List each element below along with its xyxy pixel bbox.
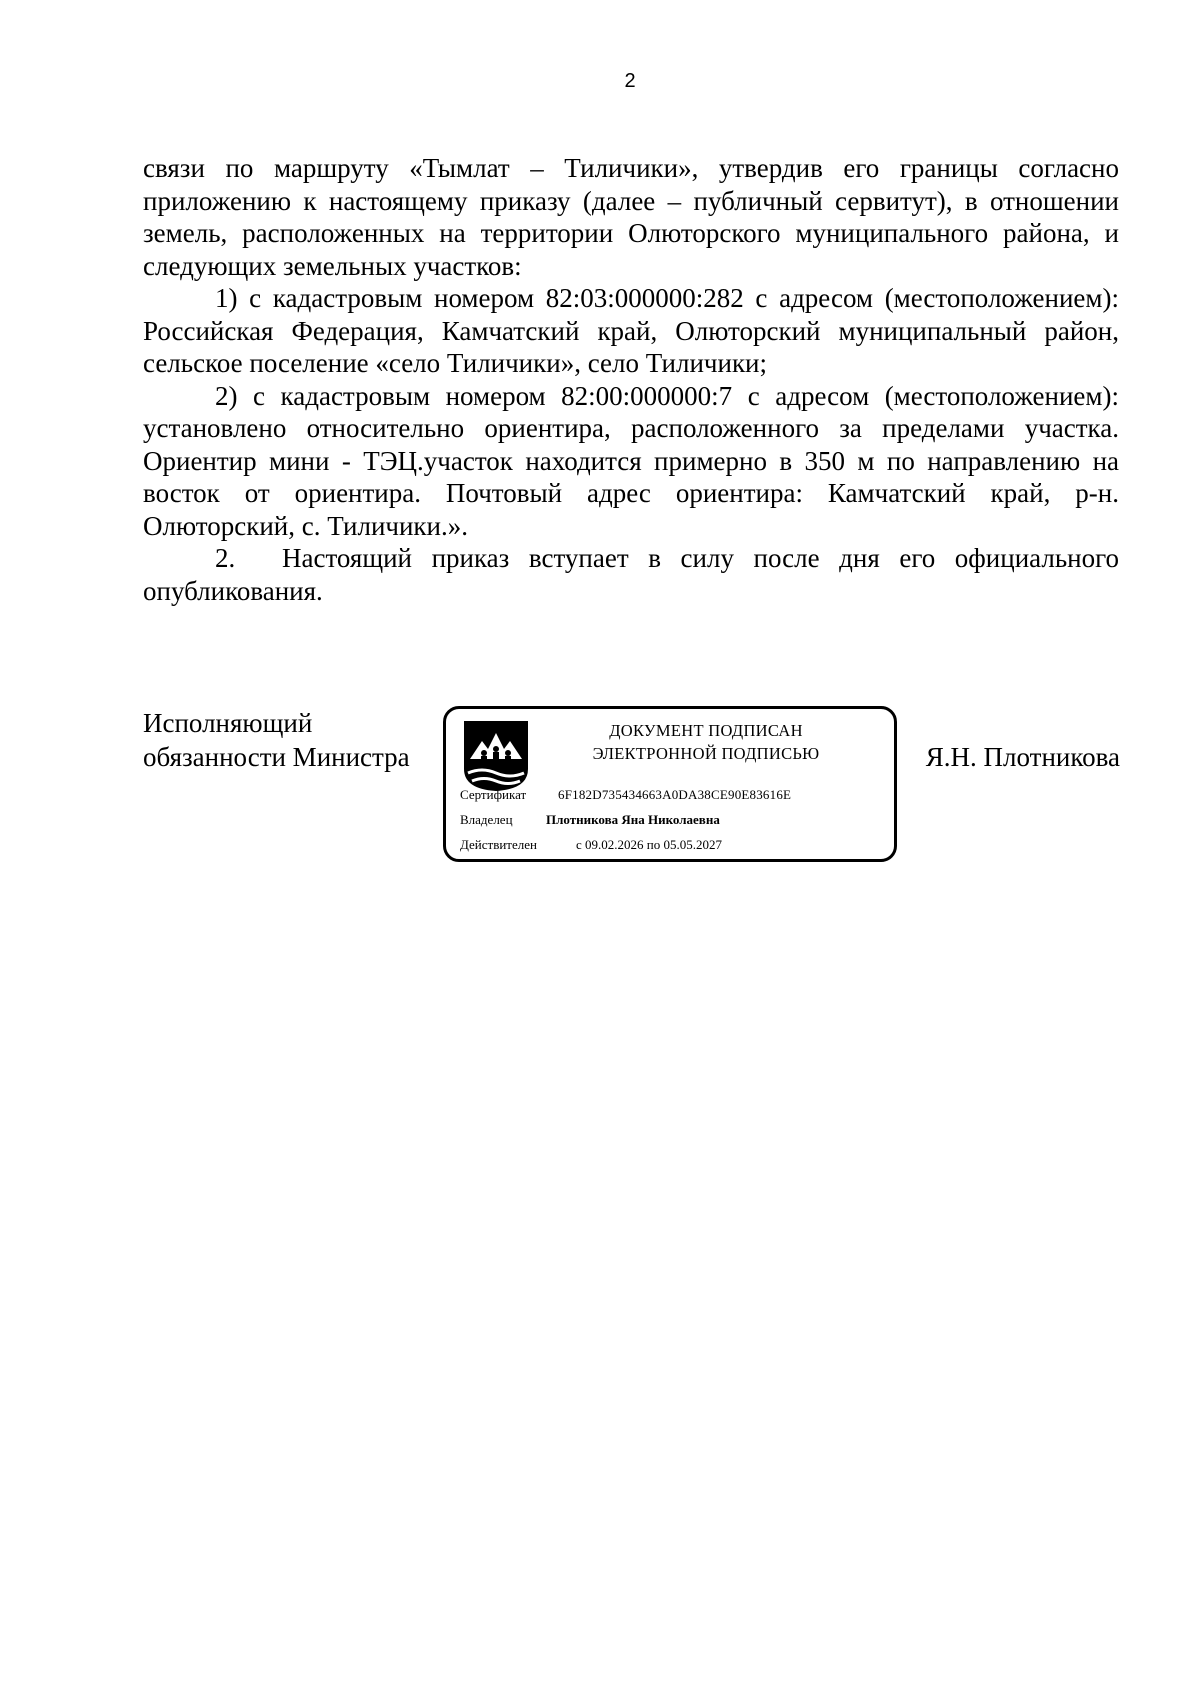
position-line-2: обязанности Министра bbox=[143, 742, 410, 772]
certificate-label: Сертификат bbox=[460, 787, 527, 802]
validity-row bbox=[460, 837, 722, 853]
certificate-value: 6F182D735434663A0DA38CE90E83616E bbox=[558, 787, 792, 802]
page-number: 2 bbox=[624, 70, 636, 92]
owner-label: Владелец bbox=[460, 812, 513, 827]
electronic-signature-stamp bbox=[443, 706, 897, 862]
coat-of-arms-icon bbox=[462, 719, 530, 793]
validity-label: Действителен bbox=[460, 837, 537, 852]
paragraph-clause-2 bbox=[143, 542, 1119, 607]
validity-value: с 09.02.2026 по 05.05.2027 bbox=[576, 837, 722, 852]
paragraph-continuation: связи по маршруту «Тымлат – Тиличики», утвердив его границы согласно приложению к настоящему приказу (далее – публичный сервитут), в отношении земель, расположенных на территории Олюторского муниципального района, и следующих земельных участков: bbox=[143, 153, 1119, 281]
signatory-name: Я.Н. Плотникова bbox=[925, 742, 1120, 772]
paragraph-item-1: 1) с кадастровым номером 82:03:000000:282 с адресом (местоположением): Российская Федерация, Камчатский край, Олюторский муниципальный район, сельское поселение «село Тиличики», село Тиличики; bbox=[143, 283, 1119, 378]
certificate-row bbox=[460, 787, 792, 803]
document-body bbox=[143, 152, 1119, 607]
position-line-1: Исполняющий bbox=[143, 708, 313, 738]
owner-value: Плотникова Яна Николаевна bbox=[546, 812, 720, 827]
stamp-title bbox=[556, 719, 856, 765]
clause-number: 2. bbox=[215, 543, 236, 573]
owner-row bbox=[460, 812, 720, 828]
stamp-title-line-1: ДОКУМЕНТ ПОДПИСАН bbox=[609, 721, 803, 740]
paragraph-item-2: 2) с кадастровым номером 82:00:000000:7 с адресом (местоположением): установлено относительно ориентира, расположенного за пределами участка. Ориентир мини - ТЭЦ.участок находится примерно в 350 м по направлению на восток от ориентира. Почтовый адрес ориентира: Камчатский край, р-н. Олюторский, с. Тиличики.». bbox=[143, 380, 1119, 541]
clause-text: Настоящий приказ вступает в силу после дня его официального опубликования. bbox=[143, 543, 1119, 606]
signatory-position bbox=[143, 706, 410, 774]
stamp-title-line-2: ЭЛЕКТРОННОЙ ПОДПИСЬЮ bbox=[592, 744, 820, 763]
